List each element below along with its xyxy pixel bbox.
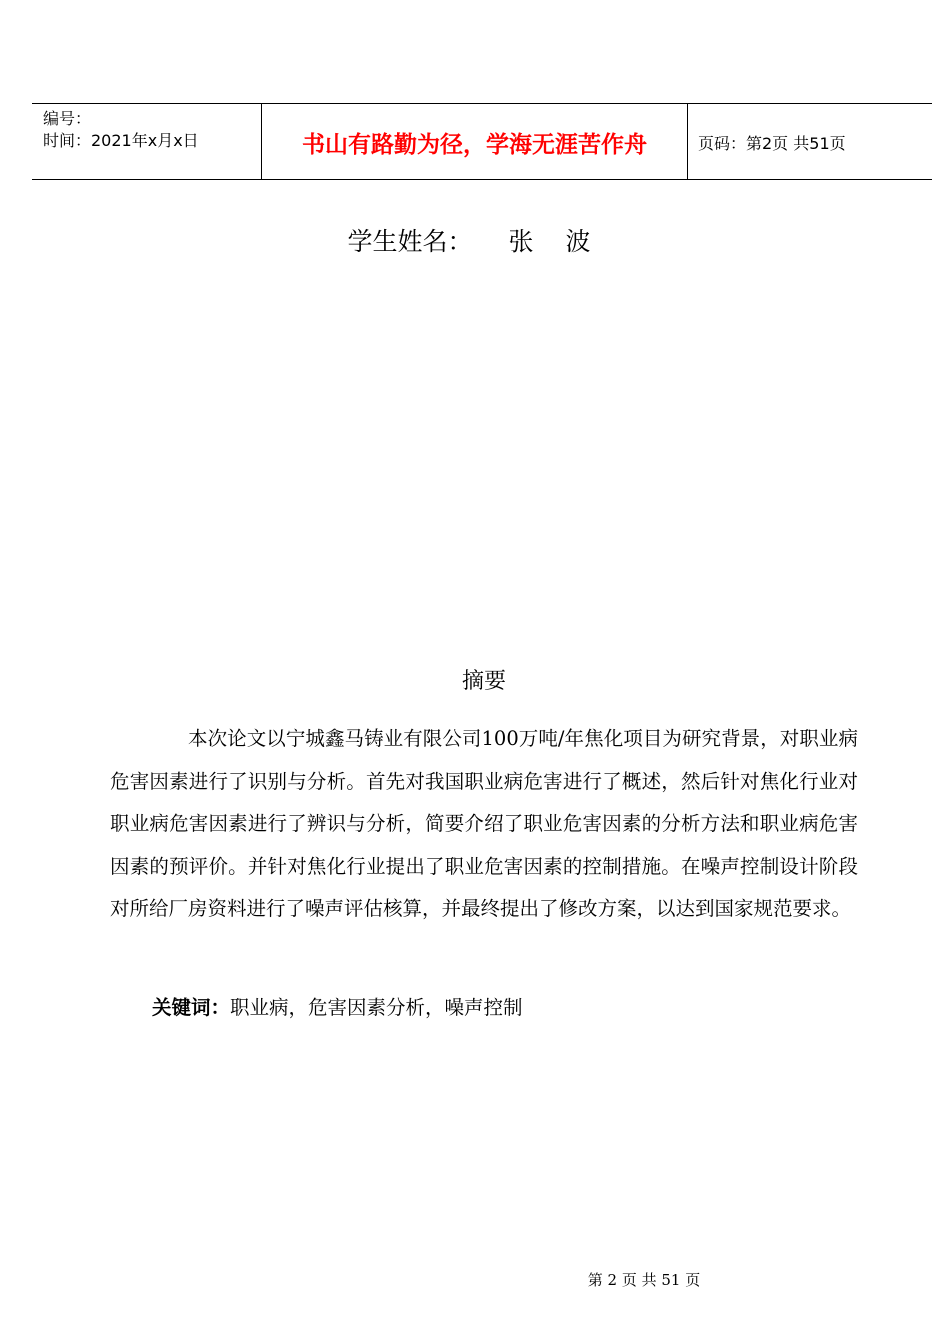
page-footer: 第 2 页 共 51 页 [587,1271,701,1289]
header-page-number: 页码：第2页 共51页 [698,133,846,153]
abstract-title: 摘要 [461,669,506,694]
header-motto: 书山有路勤为径，学海无涯苦作舟 [302,130,647,158]
document-number: 编号： [43,109,92,128]
keywords-text: 职业病，危害因素分析，噪声控制 [230,996,523,1019]
header-meta [43,108,199,152]
abstract-body: 本次论文以宁城鑫马铸业有限公司100万吨/年焦化项目为研究背景，对职业病危害因素进行了识别与分析。首先对我国职业病危害进行了概述，然后针对焦化行业对职业病危害因素进行了辨识与分析，简要介绍了职业危害因素的分析方法和职业病危害因素的预评价。并针对焦化行业提出了职业危害因素的控制措施。在噪声控制设计阶段对所给厂房资料进行了噪声评估核算，并最终提出了修改方案，以达到国家规范要求。 [110,727,858,920]
student-name: 张 波 [508,227,603,256]
student-name-line [0,222,950,262]
keywords-line [152,990,523,1026]
student-name-label: 学生姓名： [347,227,473,256]
keywords-label: 关键词： [152,996,231,1019]
header-divider [687,104,688,180]
document-time: 时间：2021年x月x日 [43,131,199,150]
page-header [32,103,932,180]
